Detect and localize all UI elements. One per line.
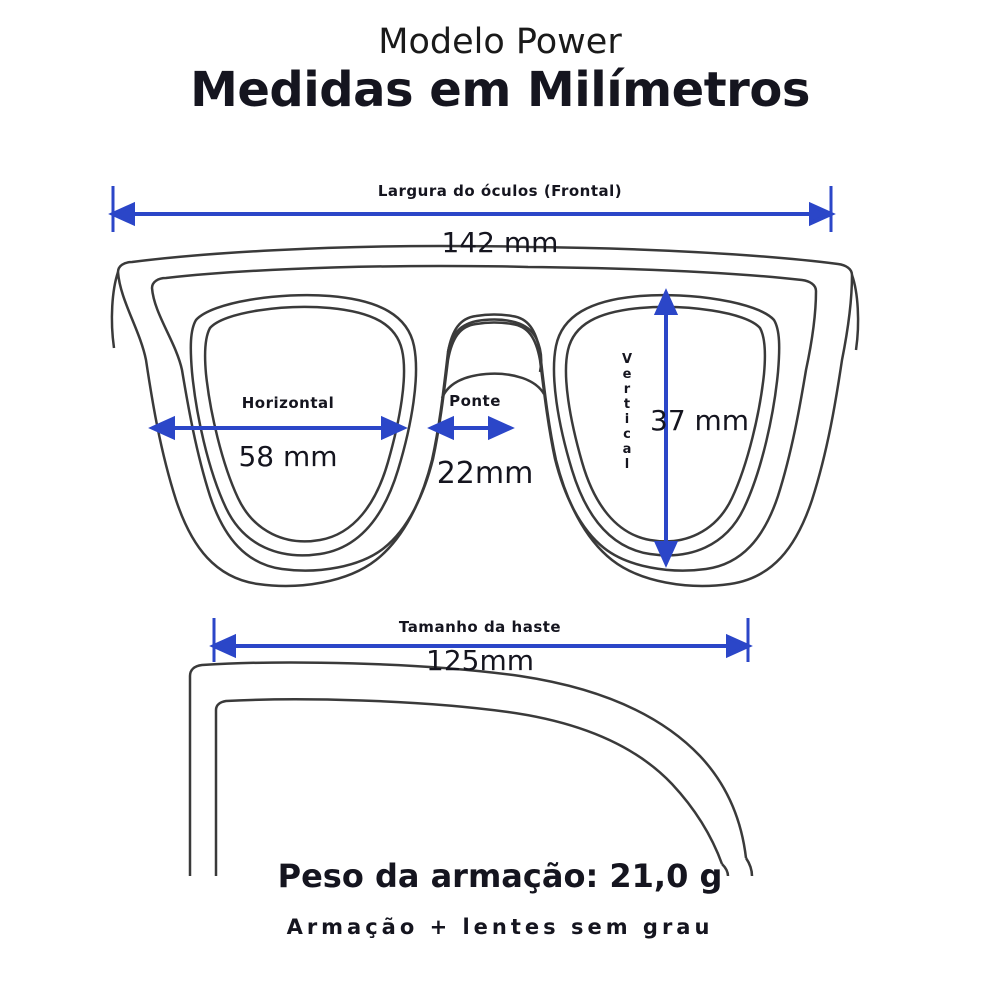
value-bridge: 22mm <box>436 456 534 491</box>
value-lens-vertical: 37 mm <box>650 404 750 437</box>
value-lens-horizontal: 58 mm <box>238 440 338 473</box>
frame-weight-note: Armação + lentes sem grau <box>286 915 714 939</box>
label-lens-horizontal: Horizontal <box>241 394 335 412</box>
model-title: Modelo Power <box>378 22 622 62</box>
label-bridge: Ponte <box>449 392 501 410</box>
label-frontal-width: Largura do óculos (Frontal) <box>377 182 623 200</box>
label-lens-vertical: V e r t i c a l <box>621 352 633 472</box>
page-title: Medidas em Milímetros <box>190 62 810 118</box>
temple-outline <box>190 663 752 876</box>
value-temple-length: 125mm <box>426 644 534 677</box>
value-frontal-width: 142 mm <box>441 226 559 259</box>
label-temple-length: Tamanho da haste <box>398 618 562 636</box>
frame-weight-text: Peso da armação: 21,0 g <box>277 857 723 895</box>
